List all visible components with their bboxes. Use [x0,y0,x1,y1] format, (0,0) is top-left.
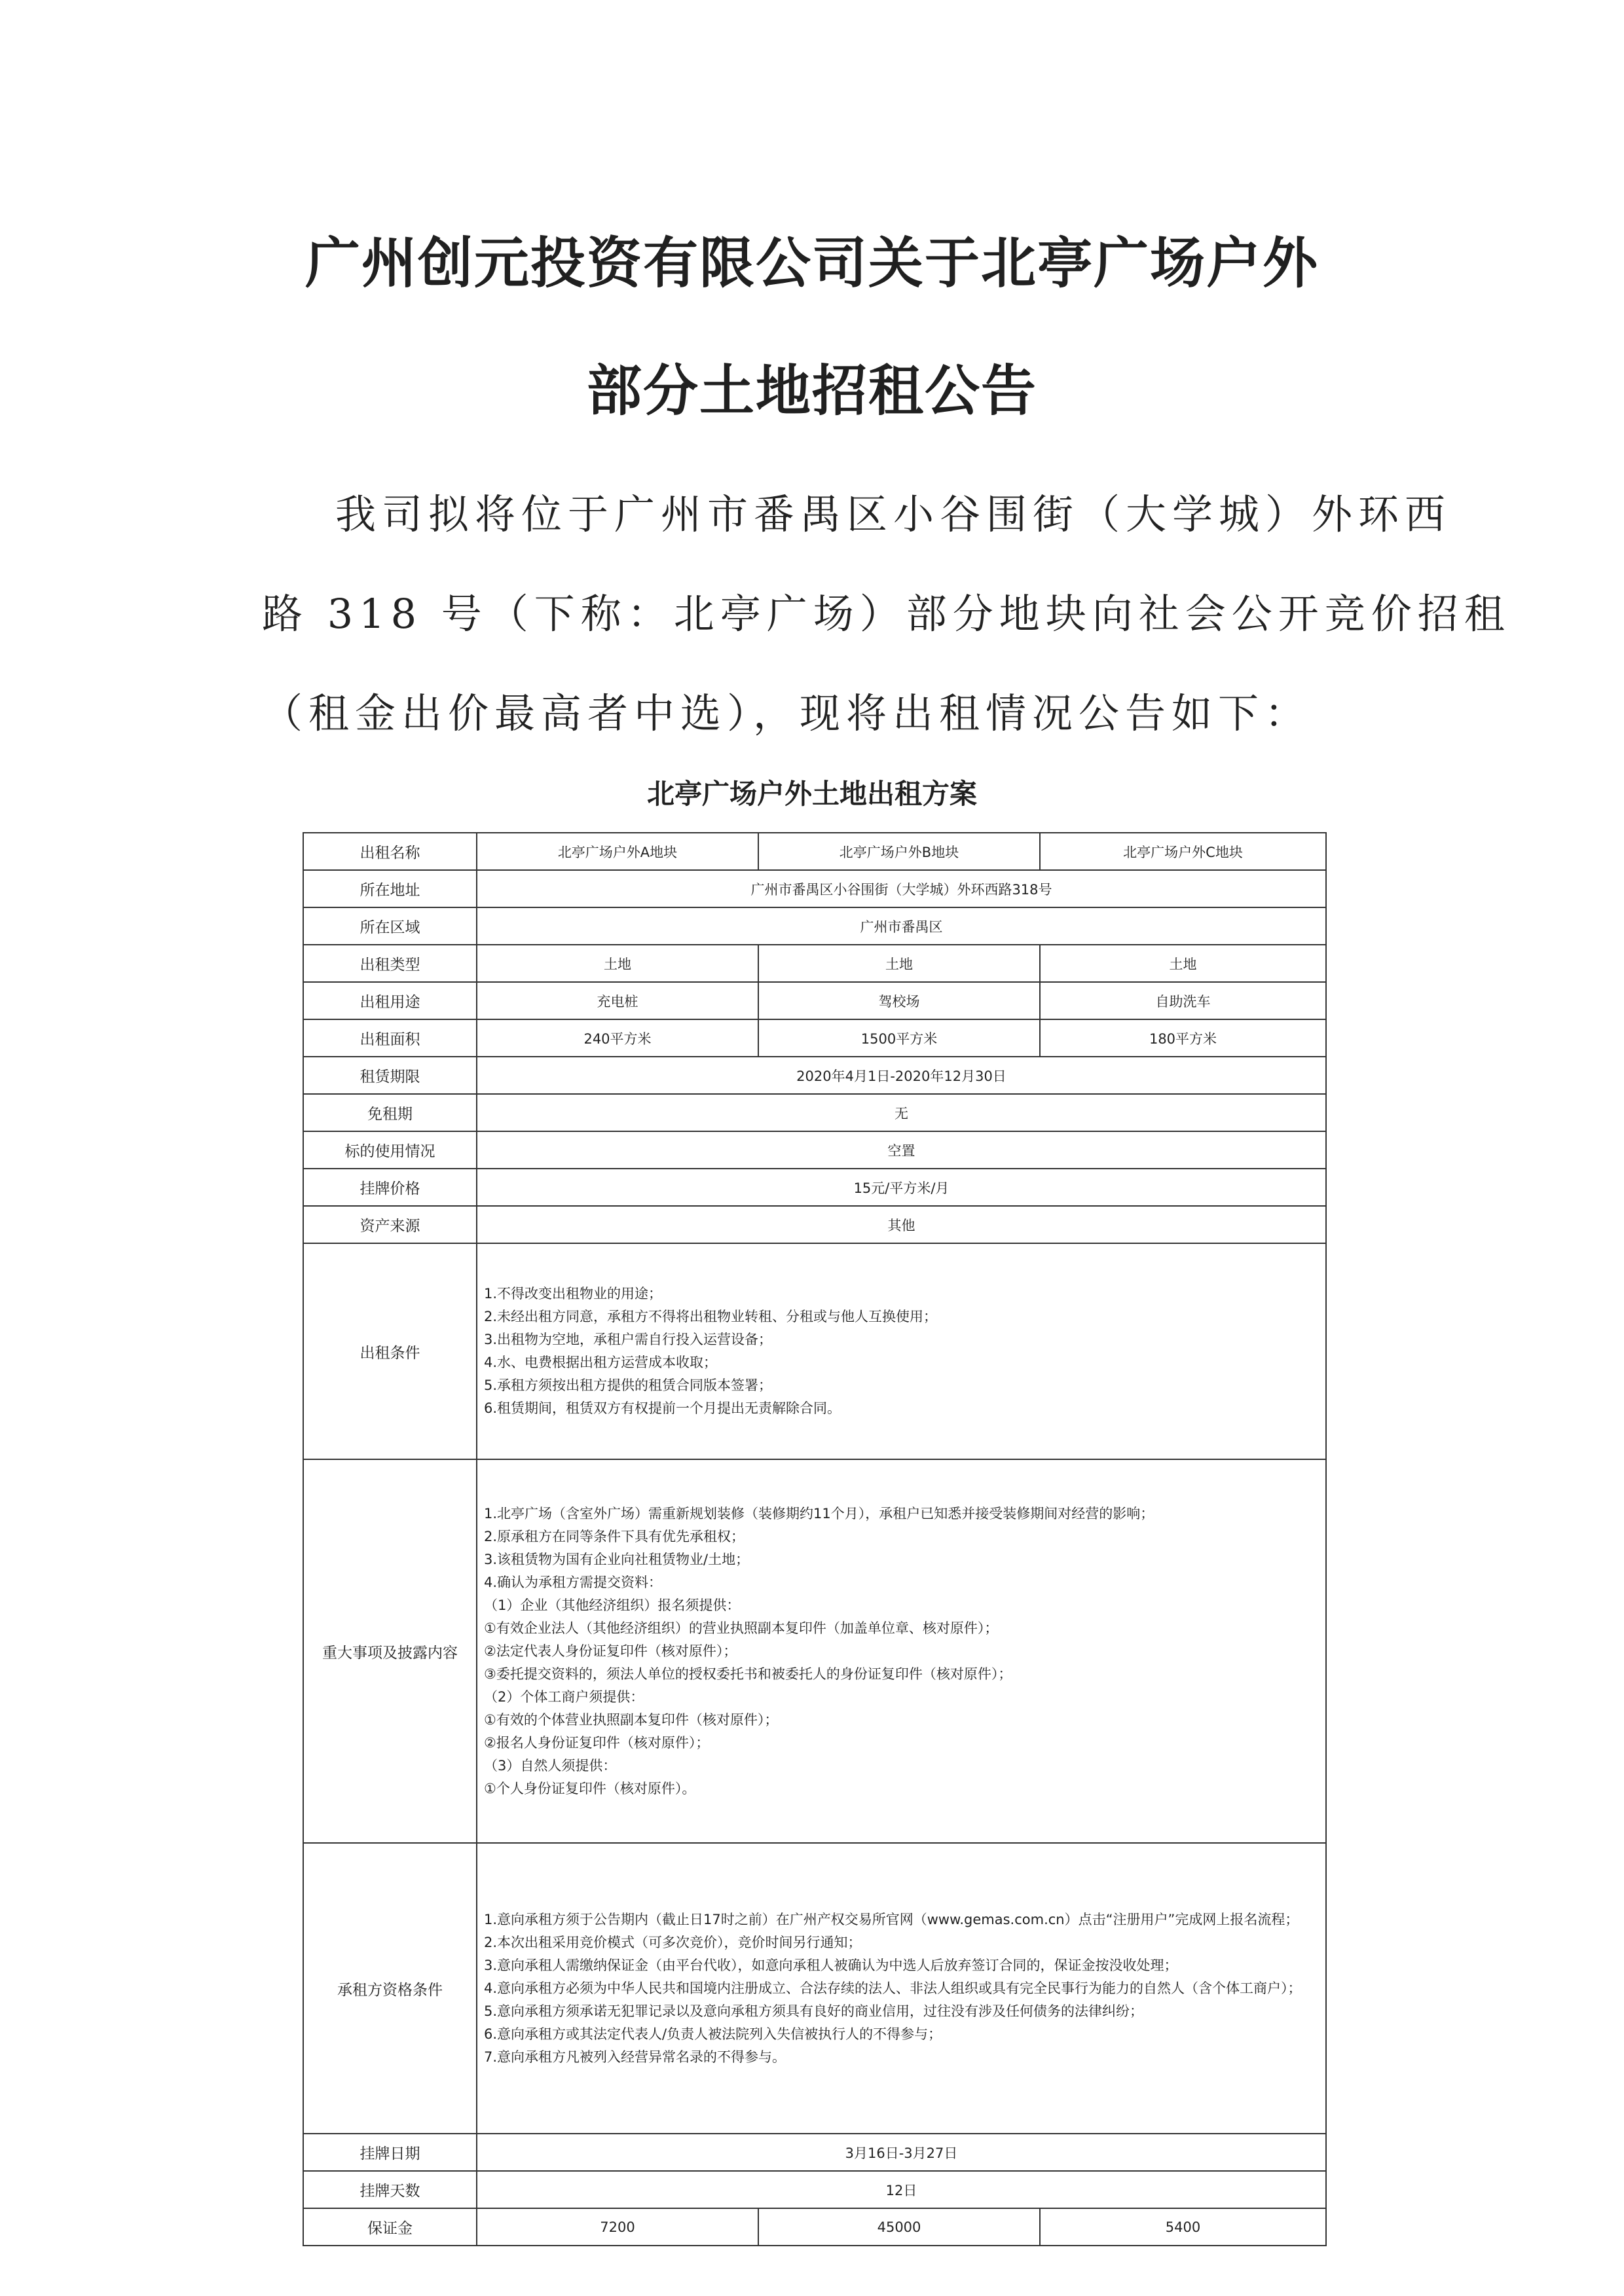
row-conditions [303,1243,1326,1459]
list-item: 3.该租赁物为国有企业向社租赁物业/土地； [484,1551,750,1567]
cell-b: 驾校场 [758,982,1040,1019]
intro-line-3: （租金出价最高者中选），现将出租情况公告如下： [262,689,1312,737]
row-label: 保证金 [303,2208,477,2246]
list-item: ③委托提交资料的，须法人单位的授权委托书和被委托人的身份证复印件（核对原件）； [484,1666,1012,1682]
list-item: 6.租赁期间，租赁双方有权提前一个月提出无责解除合同。 [484,1400,841,1416]
row-label: 出租用途 [303,982,477,1019]
row-name [303,833,1326,870]
row-qualifications [303,1843,1326,2134]
list-item: ①有效企业法人（其他经济组织）的营业执照副本复印件（加盖单位章、核对原件）； [484,1620,999,1636]
row-size [303,1019,1326,1057]
list-item: ②报名人身份证复印件（核对原件）； [484,1734,710,1751]
cell-merged: 15元/平方米/月 [477,1169,1326,1206]
list-item: ①有效的个体营业执照副本复印件（核对原件）； [484,1711,779,1728]
cell-b: 1500平方米 [758,1019,1040,1057]
row-label: 出租面积 [303,1019,477,1057]
document-title-line-2: 部分土地招租公告 [586,359,1037,423]
row-label: 出租名称 [303,833,477,870]
row-price [303,1169,1326,1206]
list-item: 4.意向承租方必须为中华人民共和国境内注册成立、合法存续的法人、非法人组织或具有完全民事行为能力的自然人（含个体工商户）； [484,1980,1302,1996]
intro-line-2: 路 318 号（下称：北亭广场）部分地块向社会公开竞价招租 [262,590,1511,638]
cell-a: 土地 [477,945,758,982]
list-item: 1.不得改变出租物业的用途； [484,1286,663,1302]
cell-a: 北亭广场户外A地块 [477,833,758,870]
cell-merged: 空置 [477,1131,1326,1169]
row-listing-date [303,2134,1326,2171]
list-item: 3.意向承租人需缴纳保证金（由平台代收），如意向承租人被确认为中选人后放弃签订合同的，保证金按没收处理； [484,1957,1178,1973]
cell-merged: 无 [477,1094,1326,1131]
row-deposit [303,2208,1326,2246]
cell-merged: 12日 [477,2171,1326,2208]
row-label: 承租方资格条件 [303,1843,477,2134]
row-type [303,945,1326,982]
cell-c: 180平方米 [1040,1019,1326,1057]
rental-plan-table [303,832,1327,2246]
cell-c: 北亭广场户外C地块 [1040,833,1326,870]
cell-merged: 其他 [477,1206,1326,1243]
list-item: 4.确认为承租方需提交资料： [484,1574,663,1590]
cell-merged: 广州市番禺区小谷围街（大学城）外环西路318号 [477,870,1326,907]
list-item: 3.出租物为空地，承租户需自行投入运营设备； [484,1332,773,1347]
intro-paragraph [262,465,1511,763]
row-listing-days [303,2171,1326,2208]
row-status [303,1131,1326,1169]
list-item: 2.本次出租采用竞价模式（可多次竞价），竞价时间另行通知； [484,1934,862,1950]
table-caption: 北亭广场户外土地出租方案 [646,778,977,810]
list-item: （3）自然人须提供： [484,1757,617,1774]
list-item: 2.未经出租方同意，承租方不得将出租物业转租、分租或与他人互换使用； [484,1309,938,1324]
row-notices [303,1459,1326,1843]
row-term [303,1057,1326,1094]
row-label: 所在区域 [303,907,477,945]
row-label: 所在地址 [303,870,477,907]
row-label: 挂牌日期 [303,2134,477,2171]
row-label: 标的使用情况 [303,1131,477,1169]
list-item: ①个人身份证复印件（核对原件）。 [484,1780,696,1796]
row-region [303,907,1326,945]
row-label: 出租条件 [303,1243,477,1459]
list-item: 2.原承租方在同等条件下具有优先承租权； [484,1528,745,1544]
row-label: 资产来源 [303,1206,477,1243]
cell-a: 7200 [477,2208,758,2246]
list-item: 7.意向承租方凡被列入经营异常名录的不得参与。 [484,2049,786,2065]
list-item: ②法定代表人身份证复印件（核对原件）； [484,1643,737,1659]
notices-list [477,1459,1326,1843]
conditions-list [477,1243,1326,1459]
cell-c: 自助洗车 [1040,982,1326,1019]
cell-a: 240平方米 [477,1019,758,1057]
list-item: 6.意向承租方或其法定代表人/负责人被法院列入失信被执行人的不得参与； [484,2026,942,2042]
cell-merged: 2020年4月1日-2020年12月30日 [477,1057,1326,1094]
row-label: 挂牌价格 [303,1169,477,1206]
cell-c: 5400 [1040,2208,1326,2246]
cell-b: 北亭广场户外B地块 [758,833,1040,870]
row-label: 挂牌天数 [303,2171,477,2208]
row-usage [303,982,1326,1019]
cell-a: 充电桩 [477,982,758,1019]
row-address [303,870,1326,907]
row-label: 租赁期限 [303,1057,477,1094]
row-label: 出租类型 [303,945,477,982]
qualifications-list [477,1843,1326,2134]
list-item: 4.水、电费根据出租方运营成本收取； [484,1355,718,1370]
cell-b: 45000 [758,2208,1040,2246]
document-title-line-1: 广州创元投资有限公司关于北亭广场户外 [304,231,1319,295]
list-item: （1）企业（其他经济组织）报名须提供： [484,1597,741,1613]
cell-c: 土地 [1040,945,1326,982]
row-label: 重大事项及披露内容 [303,1459,477,1843]
row-label: 免租期 [303,1094,477,1131]
row-source [303,1206,1326,1243]
cell-b: 土地 [758,945,1040,982]
cell-merged: 3月16日-3月27日 [477,2134,1326,2171]
list-item: 1.意向承租方须于公告期内（截止日17时之前）在广州产权交易所官网（www.gemas.com.cn）点击“注册用户”完成网上报名流程； [484,1911,1299,1927]
cell-merged: 广州市番禺区 [477,907,1326,945]
list-item: （2）个体工商户须提供： [484,1688,644,1705]
list-item: 5.意向承租方须承诺无犯罪记录以及意向承租方须具有良好的商业信用，过往没有涉及任何债务的法律纠纷； [484,2003,1144,2019]
list-item: 1.北亭广场（含室外广场）需重新规划装修（装修期约11个月），承租户已知悉并接受装修期间对经营的影响； [484,1505,1154,1522]
row-free-period [303,1094,1326,1131]
intro-line-1: 我司拟将位于广州市番禺区小谷围街（大学城）外环西 [335,490,1452,538]
list-item: 5.承租方须按出租方提供的租赁合同版本签署； [484,1377,773,1393]
